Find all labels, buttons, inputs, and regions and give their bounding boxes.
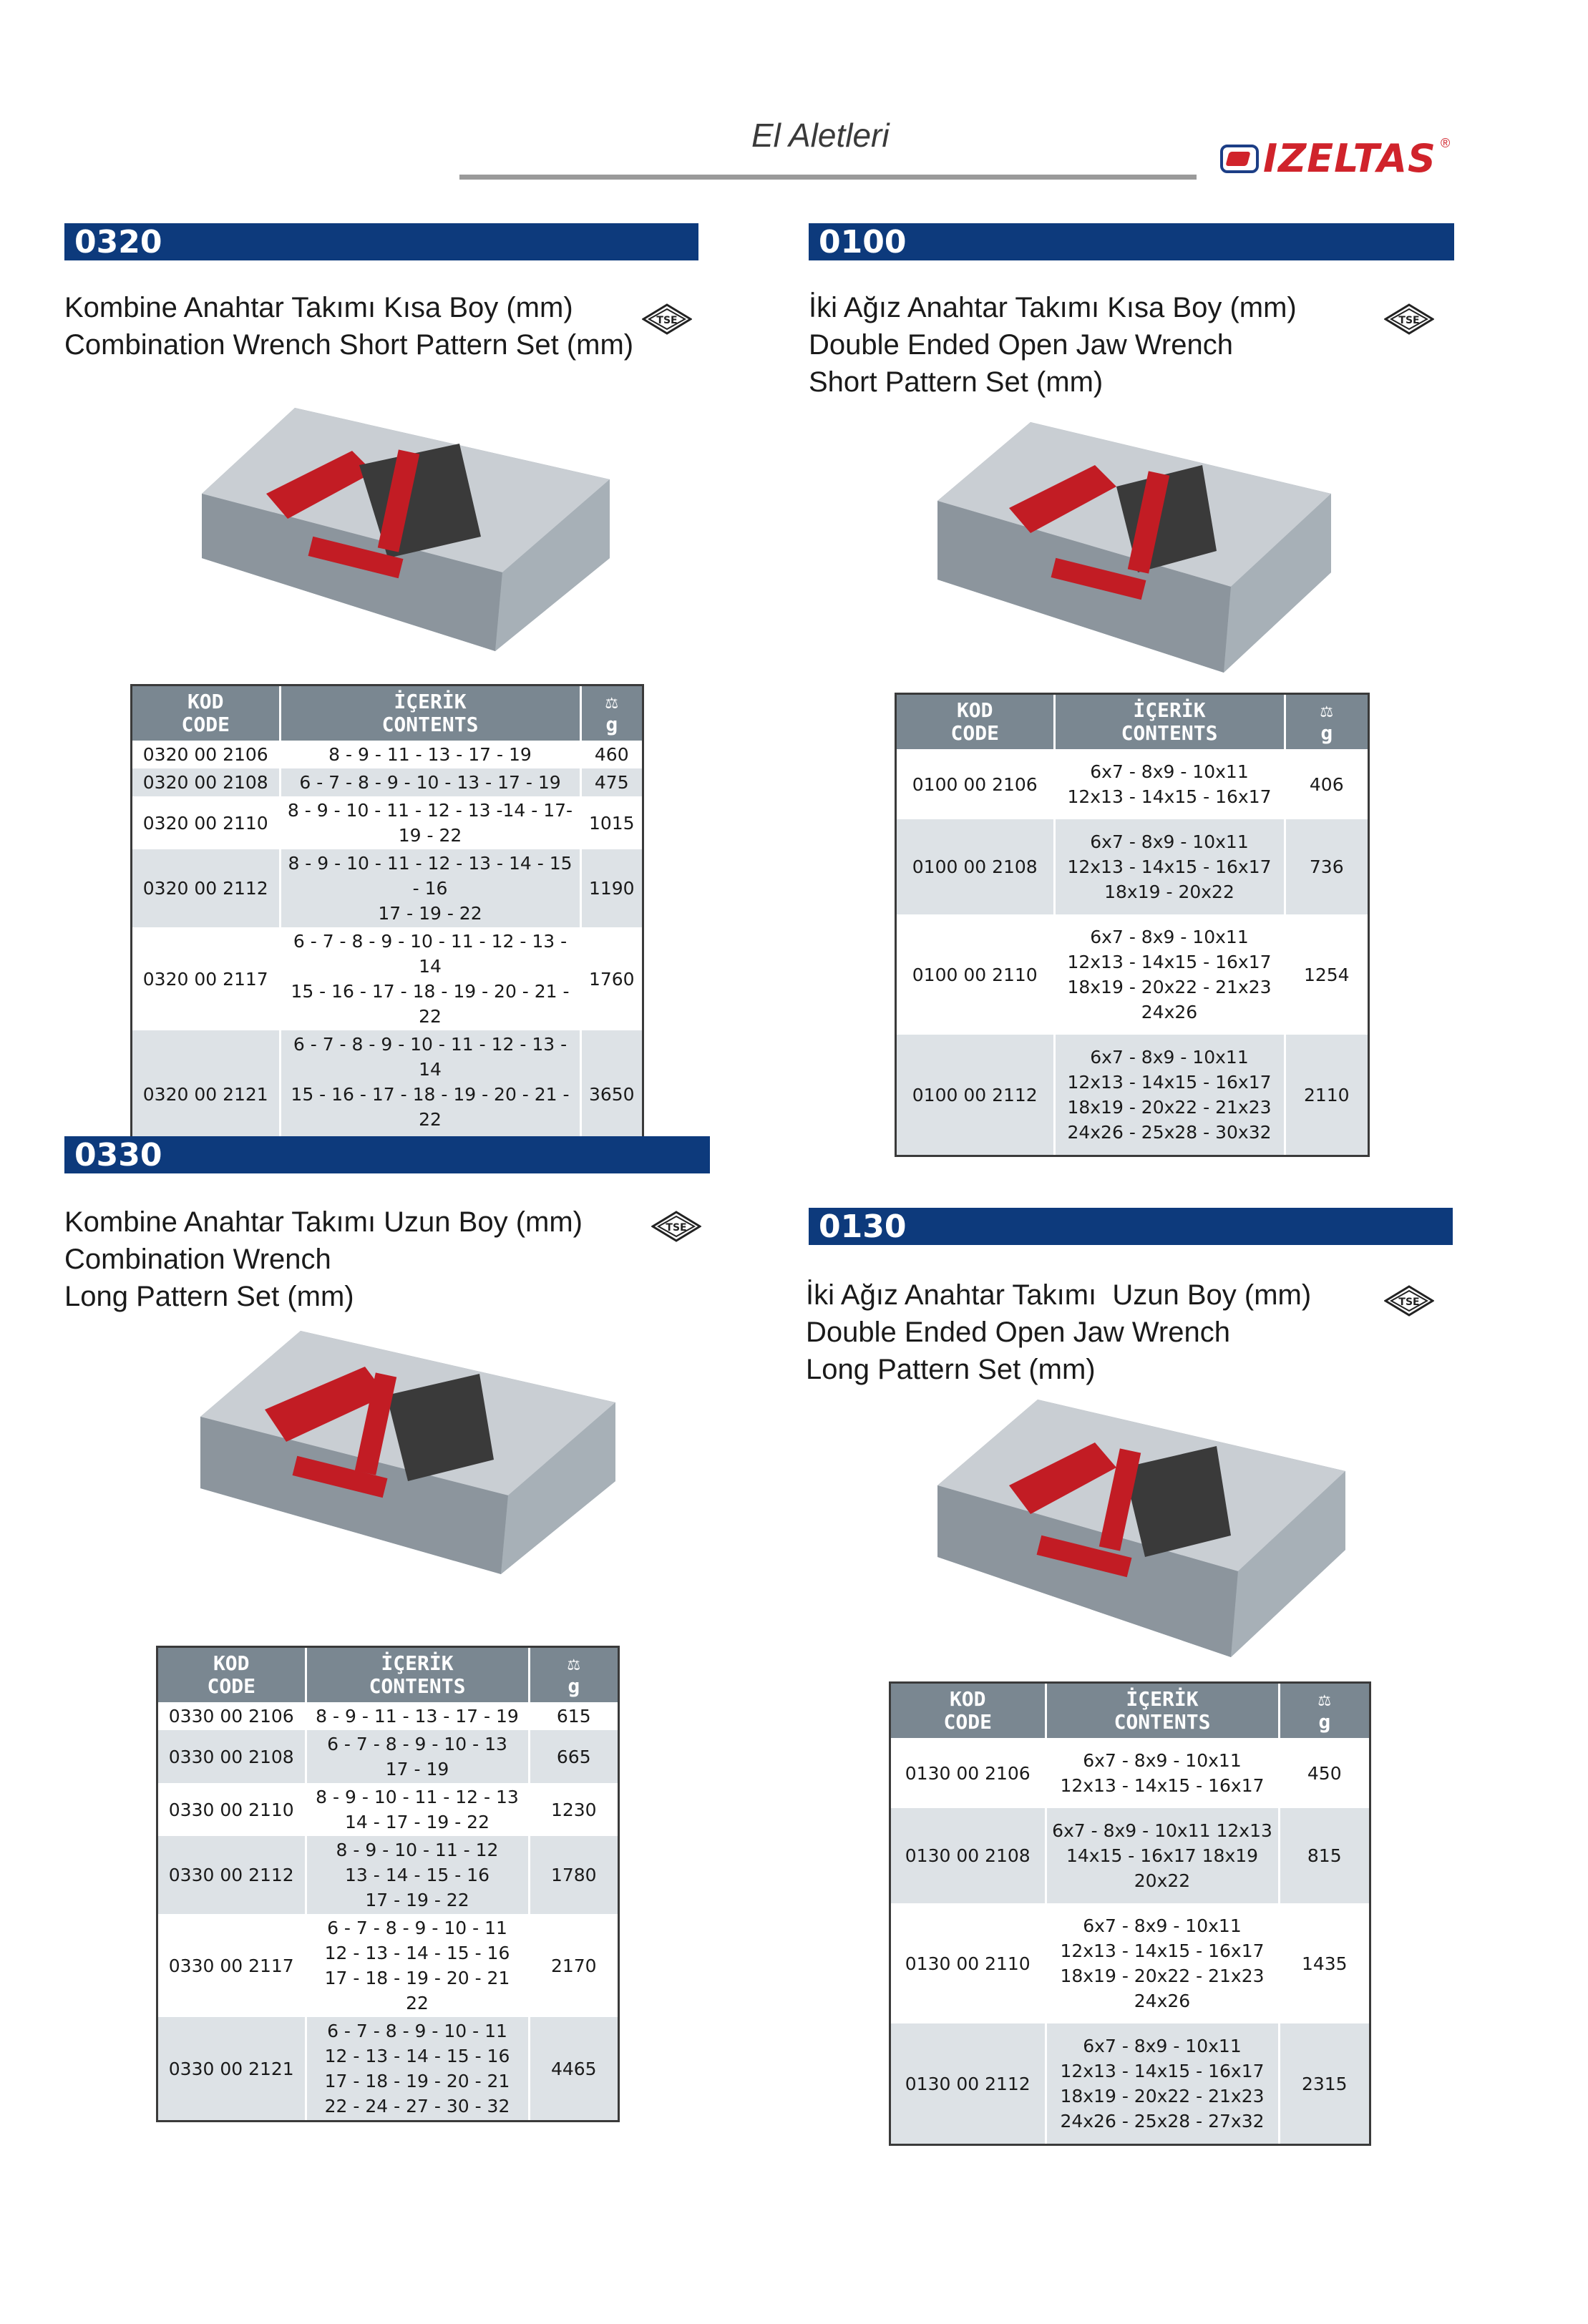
contents-line: 22 - 24 - 27 - 30 - 32 [324, 2096, 510, 2116]
contents-line: 8 - 9 - 10 - 11 - 12 - 13 - 14 - 15 - 16 [288, 853, 573, 899]
contents-line: 18x19 - 20x22 - 21x23 [1060, 2086, 1265, 2106]
table-row [158, 1783, 618, 1836]
title-line: İki Ağız Anahtar Takımı Uzun Boy (mm) [806, 1279, 1312, 1311]
col-header-code: KOD CODE [132, 686, 280, 741]
table-row [158, 1730, 618, 1783]
table-row [132, 741, 642, 768]
cell-weight: 736 [1285, 819, 1368, 914]
contents-line: 15 - 16 - 17 - 18 - 19 - 20 - 21 - 22 [291, 981, 570, 1027]
tse-badge-icon [1384, 1285, 1434, 1320]
cell-contents [280, 849, 580, 927]
title-line: Short Pattern Set (mm) [809, 366, 1104, 398]
contents-line: 6x7 - 8x9 - 10x11 [1090, 831, 1249, 852]
title-line: Combination Wrench Short Pattern Set (mm) [64, 329, 634, 361]
cell-code: 0320 00 2112 [132, 849, 280, 927]
contents-line: 14x15 - 16x17 18x19 [1066, 1845, 1259, 1866]
cell-contents [1054, 749, 1285, 819]
section-bar-0330 [64, 1136, 710, 1173]
contents-line: 17 - 18 - 19 - 20 - 21 [324, 2071, 510, 2091]
col-header-contents: İÇERİK CONTENTS [306, 1648, 529, 1702]
contents-line: 22 [406, 1993, 429, 2013]
cell-weight: 3650 [580, 1030, 642, 1158]
product-photo-0130 [930, 1392, 1353, 1668]
brand-logo [1220, 136, 1450, 181]
contents-line: 12x13 - 14x15 - 16x17 [1067, 856, 1272, 877]
scale-icon: ⚖ [605, 690, 618, 713]
table-body [158, 1702, 618, 2120]
table-row [891, 2023, 1369, 2144]
tse-text: TSE [656, 315, 678, 326]
cell-code: 0100 00 2106 [897, 749, 1054, 819]
contents-line: 12 - 13 - 14 - 15 - 16 [324, 1943, 510, 1963]
cell-code: 0320 00 2106 [132, 741, 280, 768]
title-line: Long Pattern Set (mm) [64, 1281, 354, 1312]
cell-weight: 1254 [1303, 964, 1350, 985]
contents-line: 6 - 7 - 8 - 9 - 10 - 13 - 17 - 19 [299, 772, 561, 793]
title-line: Double Ended Open Jaw Wrench [806, 1317, 1230, 1348]
contents-line: 18x19 - 20x22 - 21x23 [1067, 1097, 1272, 1118]
contents-line: 12x13 - 14x15 - 16x17 [1060, 1775, 1265, 1796]
cell-code: 0130 00 2110 [891, 1903, 1046, 2023]
section-bar-0320 [64, 223, 698, 260]
cell-code: 0320 00 2121 [132, 1030, 280, 1158]
contents-line: 12x13 - 14x15 - 16x17 [1060, 2061, 1265, 2081]
cell-weight: 1760 [588, 968, 635, 990]
title-line: Kombine Anahtar Takımı Uzun Boy (mm) [64, 1206, 583, 1238]
brand-name: IZELTAS [1263, 136, 1436, 181]
section-code: 0330 [74, 1136, 162, 1173]
col-header-weight: ⚖ g [1279, 1684, 1369, 1738]
contents-line: 14 - 17 - 19 - 22 [345, 1812, 489, 1832]
title-line: Combination Wrench [64, 1244, 331, 1275]
col-header-weight: ⚖ g [1285, 695, 1368, 749]
cell-contents [280, 741, 580, 768]
cell-code: 0330 00 2106 [158, 1702, 306, 1730]
cell-code: 0130 00 2106 [891, 1738, 1046, 1808]
cell-weight: 475 [580, 768, 642, 796]
cell-weight: 1190 [580, 849, 642, 927]
table-row [158, 1914, 618, 2017]
table-row [158, 1836, 618, 1914]
cell-code: 0130 00 2112 [891, 2023, 1046, 2144]
table-row [132, 849, 642, 927]
page-title: El Aletleri [751, 117, 890, 154]
title-line: Double Ended Open Jaw Wrench [809, 329, 1233, 361]
table-row [132, 768, 642, 796]
cell-weight: 460 [594, 744, 629, 765]
cell-contents [1046, 1738, 1279, 1808]
contents-line: 6x7 - 8x9 - 10x11 [1090, 761, 1249, 782]
spec-table-0330 [156, 1646, 620, 2122]
contents-line: 6x7 - 8x9 - 10x11 12x13 [1052, 1820, 1272, 1841]
section-code: 0100 [819, 223, 907, 260]
cell-weight: 2110 [1285, 1035, 1368, 1155]
cell-contents [306, 1730, 529, 1783]
cell-code: 0320 00 2117 [132, 927, 280, 1030]
cell-weight: 665 [529, 1730, 618, 1783]
cell-code: 0100 00 2110 [897, 914, 1054, 1035]
svg-text:TSE: TSE [666, 1222, 687, 1234]
cell-code: 0100 00 2108 [897, 819, 1054, 914]
contents-line: 8 - 9 - 10 - 11 - 12 - 13 [316, 1787, 519, 1807]
title-line: Kombine Anahtar Takımı Kısa Boy (mm) [64, 292, 573, 323]
tse-badge-icon [651, 1211, 701, 1246]
contents-line: 8 - 9 - 10 - 11 - 12 [336, 1840, 499, 1860]
contents-line: 6x7 - 8x9 - 10x11 [1083, 2036, 1242, 2056]
cell-code: 0320 00 2108 [132, 768, 280, 796]
contents-line: 12x13 - 14x15 - 16x17 [1067, 1072, 1272, 1093]
contents-line: 18x19 - 20x22 [1104, 882, 1234, 902]
contents-line: 6x7 - 8x9 - 10x11 [1090, 927, 1249, 947]
col-header-weight: ⚖ g [529, 1648, 618, 1702]
table-row [897, 1035, 1368, 1155]
cell-weight: 1230 [550, 1799, 597, 1820]
tse-badge-icon [1384, 303, 1434, 338]
contents-line: 6 - 7 - 8 - 9 - 10 - 11 - 12 - 13 - 14 [293, 1034, 568, 1080]
contents-line: 8 - 9 - 10 - 11 - 12 - 13 -14 - 17-19 - 22 [287, 800, 573, 846]
cell-contents [306, 2017, 529, 2120]
section-code: 0130 [819, 1208, 907, 1245]
cell-weight: 1780 [529, 1836, 618, 1914]
contents-line: 12 - 13 - 14 - 15 - 16 [324, 2046, 510, 2066]
cell-code: 0330 00 2117 [158, 1914, 306, 2017]
section-title-0330 [64, 1204, 583, 1315]
col-header-code: KOD CODE [891, 1684, 1046, 1738]
col-header-contents: İÇERİK CONTENTS [280, 686, 580, 741]
contents-line: 6 - 7 - 8 - 9 - 10 - 11 [327, 2021, 507, 2041]
contents-line: 17 - 19 - 22 [378, 903, 482, 924]
section-title-0320 [64, 289, 633, 363]
col-header-weight: ⚖ g [580, 686, 642, 741]
cell-weight: 815 [1279, 1808, 1369, 1903]
scale-icon: ⚖ [1320, 698, 1333, 722]
cell-contents [1046, 1903, 1279, 2023]
contents-line: 6x7 - 8x9 - 10x11 [1083, 1915, 1242, 1936]
cell-weight: 406 [1309, 773, 1344, 795]
scale-icon: ⚖ [1318, 1687, 1331, 1711]
col-header-code: KOD CODE [158, 1648, 306, 1702]
title-line: İki Ağız Anahtar Takımı Kısa Boy (mm) [809, 292, 1297, 323]
spec-table-0320 [130, 684, 644, 1161]
section-code: 0320 [74, 223, 162, 260]
contents-line: 18x19 - 20x22 - 21x23 [1060, 1966, 1265, 1986]
table-row [897, 914, 1368, 1035]
cell-weight: 1435 [1301, 1953, 1348, 1974]
product-photo-0100 [930, 408, 1338, 683]
product-photo-0320 [187, 394, 617, 669]
contents-line: 17 - 19 [385, 1759, 449, 1779]
contents-line: 6x7 - 8x9 - 10x11 [1083, 1750, 1242, 1771]
table-row [891, 1903, 1369, 2023]
table-row [158, 2017, 618, 2120]
svg-text:TSE: TSE [1398, 1297, 1420, 1308]
cell-code: 0330 00 2121 [158, 2017, 306, 2120]
cell-contents [306, 1783, 529, 1836]
spec-table-0130 [889, 1681, 1371, 2146]
contents-line: 24x26 [1141, 1002, 1198, 1022]
product-photo-0330 [193, 1324, 623, 1585]
cell-code: 0330 00 2112 [158, 1836, 306, 1914]
cell-contents [306, 1702, 529, 1730]
contents-line: 8 - 9 - 11 - 13 - 17 - 19 [316, 1706, 519, 1727]
cell-contents [280, 796, 580, 849]
table-row [897, 749, 1368, 819]
section-bar-0130 [809, 1208, 1453, 1245]
cell-contents [1054, 819, 1285, 914]
cell-code: 0130 00 2108 [891, 1808, 1046, 1903]
svg-text:TSE: TSE [1398, 315, 1420, 326]
col-header-contents: İÇERİK CONTENTS [1046, 1684, 1279, 1738]
cell-weight: 2170 [550, 1955, 597, 1976]
spec-table-0100 [895, 693, 1370, 1157]
table-row [132, 927, 642, 1030]
cell-code: 0330 00 2110 [158, 1783, 306, 1836]
col-header-code: KOD CODE [897, 695, 1054, 749]
registered-mark: ® [1440, 136, 1451, 150]
contents-line: 24x26 - 25x28 - 27x32 [1060, 2111, 1265, 2132]
cell-weight: 450 [1307, 1762, 1342, 1784]
contents-line: 20x22 [1134, 1870, 1191, 1891]
header-rule [459, 175, 1197, 180]
contents-line: 6x7 - 8x9 - 10x11 [1090, 1047, 1249, 1068]
section-bar-0100 [809, 223, 1454, 260]
table-row [132, 796, 642, 849]
tse-badge-icon [642, 303, 692, 338]
table-row [158, 1702, 618, 1730]
table-body [897, 749, 1368, 1155]
cell-weight: 2315 [1279, 2023, 1369, 2144]
table-row [897, 819, 1368, 914]
contents-line: 17 - 19 - 22 [365, 1890, 469, 1910]
contents-line: 17 - 18 - 19 - 20 - 21 [324, 1968, 510, 1988]
col-header-contents: İÇERİK CONTENTS [1054, 695, 1285, 749]
cell-weight: 1015 [588, 812, 635, 834]
contents-line: 6 - 7 - 8 - 9 - 10 - 13 [327, 1734, 507, 1754]
cell-weight: 615 [556, 1706, 591, 1727]
contents-line: 18x19 - 20x22 - 21x23 [1067, 977, 1272, 997]
contents-line: 8 - 9 - 11 - 13 - 17 - 19 [328, 744, 532, 765]
contents-line: 24x26 - 25x28 - 30x32 [1067, 1122, 1272, 1143]
section-title-0130 [806, 1276, 1311, 1388]
contents-line: 6 - 7 - 8 - 9 - 10 - 11 - 12 - 13 - 14 [293, 931, 568, 977]
cell-contents [280, 768, 580, 796]
contents-line: 13 - 14 - 15 - 16 [345, 1865, 489, 1885]
contents-line: 6 - 7 - 8 - 9 - 10 - 11 [327, 1918, 507, 1938]
cell-contents [1046, 2023, 1279, 2144]
cell-weight: 4465 [529, 2017, 618, 2120]
contents-line: 12x13 - 14x15 - 16x17 [1067, 952, 1272, 972]
table-body [132, 741, 642, 1158]
cell-contents [1054, 914, 1285, 1035]
cell-contents [280, 927, 580, 1030]
contents-line: 12x13 - 14x15 - 16x17 [1060, 1940, 1265, 1961]
cell-contents [306, 1914, 529, 2017]
cell-contents [306, 1836, 529, 1914]
table-row [891, 1738, 1369, 1808]
section-title-0100 [809, 289, 1297, 401]
scale-icon: ⚖ [568, 1651, 580, 1675]
cell-code: 0320 00 2110 [132, 796, 280, 849]
title-line: Long Pattern Set (mm) [806, 1354, 1096, 1385]
contents-line: 15 - 16 - 17 - 18 - 19 - 20 - 21 - 22 [291, 1084, 570, 1130]
logo-mark-icon [1220, 145, 1259, 173]
cell-contents [1054, 1035, 1285, 1155]
cell-code: 0330 00 2108 [158, 1730, 306, 1783]
contents-line: 12x13 - 14x15 - 16x17 [1067, 786, 1272, 807]
contents-line: 24x26 [1134, 1991, 1191, 2011]
cell-code: 0100 00 2112 [897, 1035, 1054, 1155]
table-row [891, 1808, 1369, 1903]
cell-contents [1046, 1808, 1279, 1903]
table-body [891, 1738, 1369, 2144]
